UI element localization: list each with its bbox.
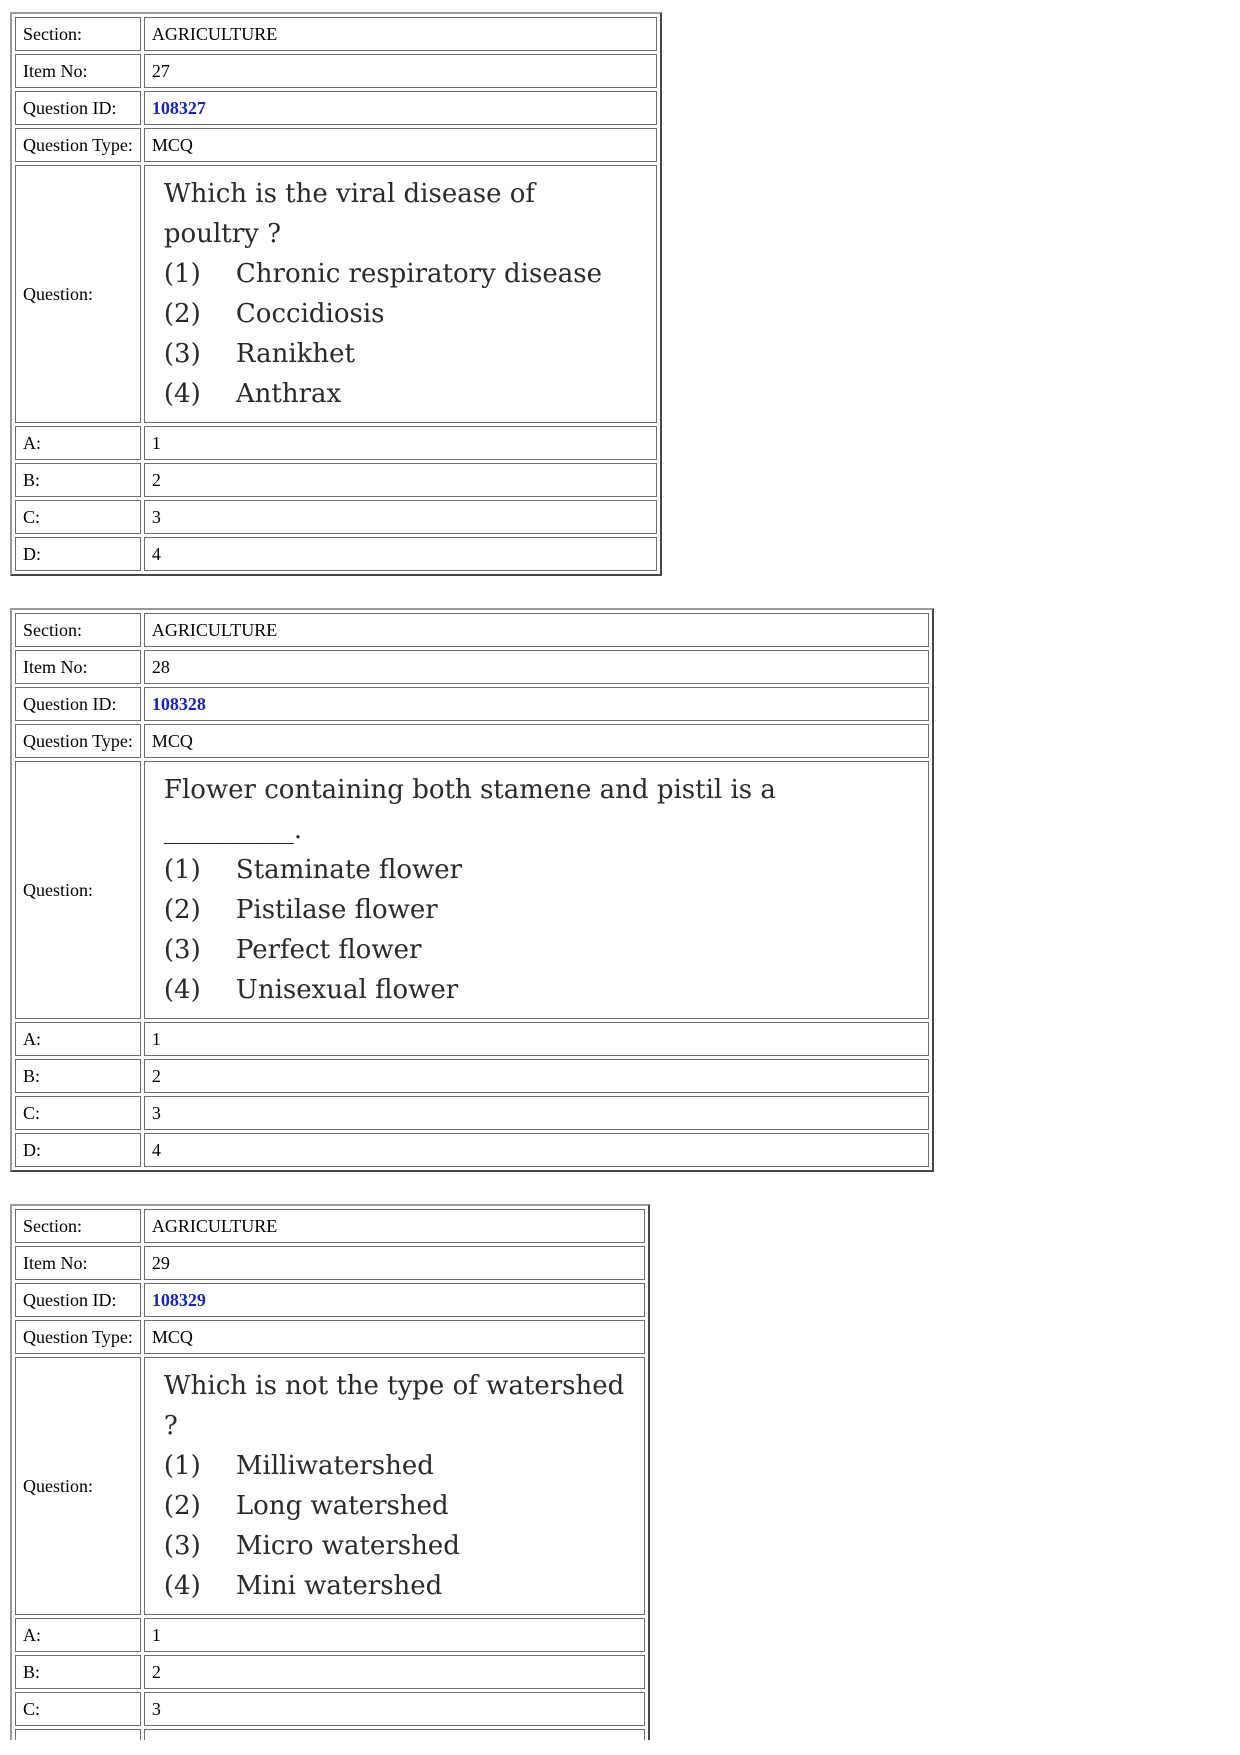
option-3: [164, 334, 637, 374]
answer-c-label: C:: [15, 1692, 141, 1726]
option-number: (3): [163, 339, 201, 369]
question-content: [144, 165, 657, 423]
option-1: [164, 1446, 625, 1486]
answer-c-label: C:: [15, 1096, 141, 1130]
question-table-28: [10, 608, 934, 1172]
option-4: [164, 1566, 625, 1606]
option-text: Anthrax: [235, 379, 342, 409]
item-no-label: Item No:: [15, 650, 141, 684]
option-text: Long watershed: [235, 1491, 449, 1521]
option-text: Mini watershed: [235, 1571, 443, 1601]
question-text: Which is the viral disease of poultry ?: [163, 179, 536, 249]
question-type-value: MCQ: [144, 128, 657, 162]
question-id-label: Question ID:: [15, 1283, 141, 1317]
answer-b-value: 2: [144, 1655, 645, 1689]
answer-a-value: 1: [144, 1618, 645, 1652]
option-number: (3): [163, 1531, 201, 1561]
option-3: [164, 930, 909, 970]
option-number: (2): [163, 1491, 201, 1521]
option-1: [164, 254, 637, 294]
option-number: (4): [163, 975, 201, 1005]
option-number: (4): [163, 379, 201, 409]
option-text: Pistilase flower: [235, 895, 438, 925]
answer-d-label: D:: [15, 537, 141, 571]
section-label: Section:: [15, 613, 141, 647]
question-type-row: [15, 1320, 645, 1354]
question-label: Question:: [15, 1357, 141, 1615]
item-no-value: 29: [144, 1246, 645, 1280]
answer-b-label: B:: [15, 1059, 141, 1093]
answer-c-row: [15, 1096, 929, 1130]
question-table-27: [10, 12, 662, 576]
option-text: Staminate flower: [235, 855, 463, 885]
answer-c-value: 3: [144, 500, 657, 534]
question-row: [15, 1357, 645, 1615]
question-type-row: [15, 724, 929, 758]
answer-d-row: [15, 1729, 645, 1740]
answer-b-label: B:: [15, 1655, 141, 1689]
option-number: (3): [163, 935, 201, 965]
question-label: Question:: [15, 761, 141, 1019]
answer-d-value: [144, 1729, 645, 1740]
answer-d-value: 4: [144, 537, 657, 571]
question-label: Question:: [15, 165, 141, 423]
option-text: Unisexual flower: [235, 975, 459, 1005]
question-id-label: Question ID:: [15, 687, 141, 721]
answer-d-row: [15, 537, 657, 571]
question-id-value: 108328: [144, 687, 929, 721]
question-content: [144, 761, 929, 1019]
option-number: (2): [163, 895, 201, 925]
answer-b-row: [15, 1655, 645, 1689]
answer-d-value: 4: [144, 1133, 929, 1167]
question-id-row: [15, 1283, 645, 1317]
question-type-label: Question Type:: [15, 1320, 141, 1354]
answer-b-row: [15, 463, 657, 497]
answer-c-value: 3: [144, 1096, 929, 1130]
question-body: [152, 762, 921, 1018]
option-number: (4): [163, 1571, 201, 1601]
question-table-29: [10, 1204, 650, 1740]
answer-c-row: [15, 500, 657, 534]
answer-d-label: D:: [15, 1133, 141, 1167]
question-text: Flower containing both stamene and pistil is a __________.: [163, 775, 776, 845]
answer-a-value: 1: [144, 426, 657, 460]
option-2: [164, 294, 637, 334]
answer-a-value: 1: [144, 1022, 929, 1056]
question-row: [15, 761, 929, 1019]
option-4: [164, 374, 637, 414]
answer-a-label: A:: [15, 1022, 141, 1056]
answer-a-label: A:: [15, 1618, 141, 1652]
answer-c-label: C:: [15, 500, 141, 534]
option-text: Micro watershed: [235, 1531, 460, 1561]
item-no-row: [15, 650, 929, 684]
question-text: Which is not the type of watershed ?: [163, 1371, 625, 1441]
question-type-value: MCQ: [144, 1320, 645, 1354]
answer-a-row: [15, 1022, 929, 1056]
section-row: [15, 1209, 645, 1243]
question-body: [152, 166, 649, 422]
option-4: [164, 970, 909, 1010]
answer-b-value: 2: [144, 1059, 929, 1093]
option-1: [164, 850, 909, 890]
option-number: (1): [163, 1451, 201, 1481]
option-number: (1): [163, 259, 201, 289]
option-number: (1): [163, 855, 201, 885]
option-2: [164, 890, 909, 930]
question-id-value: 108327: [144, 91, 657, 125]
option-text: Ranikhet: [235, 339, 355, 369]
answer-b-value: 2: [144, 463, 657, 497]
section-label: Section:: [15, 1209, 141, 1243]
section-value: AGRICULTURE: [144, 17, 657, 51]
question-type-row: [15, 128, 657, 162]
option-text: Milliwatershed: [235, 1451, 434, 1481]
answer-b-label: B:: [15, 463, 141, 497]
answer-c-row: [15, 1692, 645, 1726]
option-text: Coccidiosis: [235, 299, 385, 329]
answer-a-row: [15, 1618, 645, 1652]
option-number: (2): [163, 299, 201, 329]
question-id-row: [15, 687, 929, 721]
item-no-row: [15, 1246, 645, 1280]
answer-c-value: 3: [144, 1692, 645, 1726]
option-text: Chronic respiratory disease: [235, 259, 602, 289]
option-text: Perfect flower: [235, 935, 422, 965]
section-value: AGRICULTURE: [144, 1209, 645, 1243]
option-3: [164, 1526, 625, 1566]
option-2: [164, 1486, 625, 1526]
question-type-label: Question Type:: [15, 128, 141, 162]
question-id-row: [15, 91, 657, 125]
answer-b-row: [15, 1059, 929, 1093]
section-label: Section:: [15, 17, 141, 51]
question-content: [144, 1357, 645, 1615]
item-no-value: 27: [144, 54, 657, 88]
item-no-label: Item No:: [15, 54, 141, 88]
answer-d-label: [15, 1729, 141, 1740]
question-id-value: 108329: [144, 1283, 645, 1317]
item-no-label: Item No:: [15, 1246, 141, 1280]
answer-d-row: [15, 1133, 929, 1167]
question-type-label: Question Type:: [15, 724, 141, 758]
question-type-value: MCQ: [144, 724, 929, 758]
section-value: AGRICULTURE: [144, 613, 929, 647]
item-no-row: [15, 54, 657, 88]
section-row: [15, 613, 929, 647]
section-row: [15, 17, 657, 51]
answer-a-row: [15, 426, 657, 460]
question-row: [15, 165, 657, 423]
question-body: [152, 1358, 637, 1614]
answer-a-label: A:: [15, 426, 141, 460]
item-no-value: 28: [144, 650, 929, 684]
question-id-label: Question ID:: [15, 91, 141, 125]
